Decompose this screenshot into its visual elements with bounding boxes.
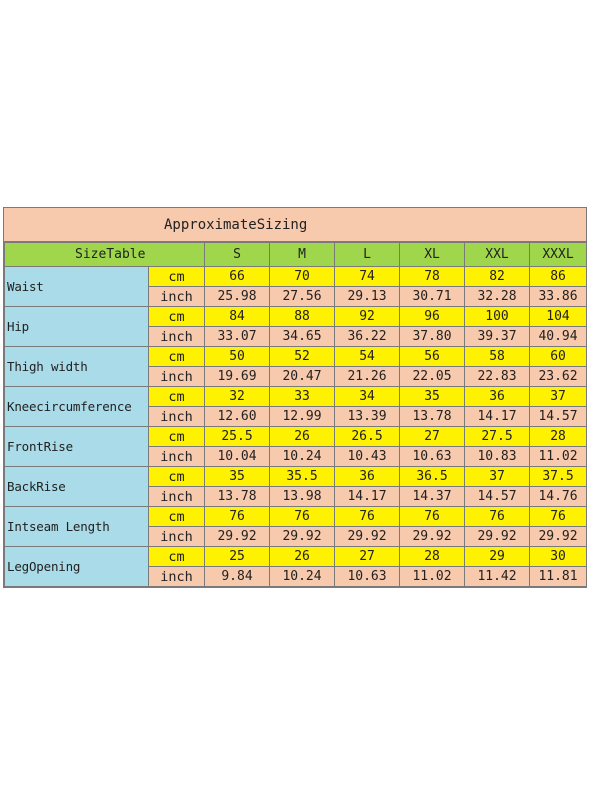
cm-value-cell: 35 — [205, 467, 270, 487]
cm-value-cell: 104 — [530, 307, 587, 327]
inch-value-cell: 34.65 — [270, 327, 335, 347]
cm-value-cell: 76 — [530, 507, 587, 527]
inch-value-cell: 10.63 — [335, 567, 400, 587]
unit-cm-label: cm — [149, 547, 205, 567]
inch-value-cell: 33.07 — [205, 327, 270, 347]
inch-value-cell: 27.56 — [270, 287, 335, 307]
unit-inch-label: inch — [149, 407, 205, 427]
cm-value-cell: 50 — [205, 347, 270, 367]
inch-value-cell: 29.92 — [335, 527, 400, 547]
cm-value-cell: 78 — [400, 267, 465, 287]
cm-value-cell: 26.5 — [335, 427, 400, 447]
inch-value-cell: 9.84 — [205, 567, 270, 587]
cm-value-cell: 74 — [335, 267, 400, 287]
inch-value-cell: 10.04 — [205, 447, 270, 467]
unit-inch-label: inch — [149, 287, 205, 307]
cm-value-cell: 66 — [205, 267, 270, 287]
inch-value-cell: 12.60 — [205, 407, 270, 427]
inch-value-cell: 13.78 — [205, 487, 270, 507]
measurement-label: Kneecircumference — [5, 387, 149, 427]
inch-value-cell: 11.02 — [530, 447, 587, 467]
cm-value-cell: 26 — [270, 427, 335, 447]
cm-value-cell: 32 — [205, 387, 270, 407]
inch-value-cell: 13.78 — [400, 407, 465, 427]
measurement-label: BackRise — [5, 467, 149, 507]
inch-value-cell: 22.83 — [465, 367, 530, 387]
measurement-label: LegOpening — [5, 547, 149, 587]
cm-value-cell: 26 — [270, 547, 335, 567]
inch-value-cell: 13.39 — [335, 407, 400, 427]
inch-value-cell: 12.99 — [270, 407, 335, 427]
unit-inch-label: inch — [149, 487, 205, 507]
unit-inch-label: inch — [149, 527, 205, 547]
cm-value-cell: 70 — [270, 267, 335, 287]
measurement-label: FrontRise — [5, 427, 149, 467]
cm-value-cell: 34 — [335, 387, 400, 407]
chart-title-bar — [4, 208, 586, 242]
inch-value-cell: 40.94 — [530, 327, 587, 347]
header-size: M — [270, 243, 335, 267]
header-size: XXL — [465, 243, 530, 267]
inch-value-cell: 14.57 — [530, 407, 587, 427]
header-size-table-label: SizeTable — [5, 243, 205, 267]
cm-value-cell: 82 — [465, 267, 530, 287]
measurement-cm-row — [5, 267, 587, 287]
inch-value-cell: 10.43 — [335, 447, 400, 467]
cm-value-cell: 84 — [205, 307, 270, 327]
unit-inch-label: inch — [149, 327, 205, 347]
inch-value-cell: 11.81 — [530, 567, 587, 587]
cm-value-cell: 36 — [335, 467, 400, 487]
measurement-cm-row — [5, 467, 587, 487]
measurement-cm-row — [5, 347, 587, 367]
header-row — [5, 243, 587, 267]
inch-value-cell: 29.92 — [270, 527, 335, 547]
inch-value-cell: 30.71 — [400, 287, 465, 307]
cm-value-cell: 37.5 — [530, 467, 587, 487]
inch-value-cell: 10.63 — [400, 447, 465, 467]
unit-inch-label: inch — [149, 367, 205, 387]
inch-value-cell: 10.83 — [465, 447, 530, 467]
cm-value-cell: 56 — [400, 347, 465, 367]
cm-value-cell: 96 — [400, 307, 465, 327]
header-size: XL — [400, 243, 465, 267]
inch-value-cell: 20.47 — [270, 367, 335, 387]
inch-value-cell: 14.17 — [465, 407, 530, 427]
size-chart — [3, 207, 587, 588]
chart-title: ApproximateSizing — [164, 216, 308, 233]
inch-value-cell: 29.92 — [205, 527, 270, 547]
cm-value-cell: 27 — [400, 427, 465, 447]
unit-cm-label: cm — [149, 467, 205, 487]
cm-value-cell: 35.5 — [270, 467, 335, 487]
table-body — [5, 267, 587, 587]
inch-value-cell: 33.86 — [530, 287, 587, 307]
cm-value-cell: 76 — [400, 507, 465, 527]
inch-value-cell: 14.37 — [400, 487, 465, 507]
measurement-cm-row — [5, 507, 587, 527]
inch-value-cell: 32.28 — [465, 287, 530, 307]
cm-value-cell: 28 — [400, 547, 465, 567]
unit-cm-label: cm — [149, 507, 205, 527]
inch-value-cell: 11.02 — [400, 567, 465, 587]
cm-value-cell: 36 — [465, 387, 530, 407]
inch-value-cell: 14.76 — [530, 487, 587, 507]
cm-value-cell: 86 — [530, 267, 587, 287]
cm-value-cell: 27 — [335, 547, 400, 567]
cm-value-cell: 27.5 — [465, 427, 530, 447]
cm-value-cell: 60 — [530, 347, 587, 367]
inch-value-cell: 29.13 — [335, 287, 400, 307]
inch-value-cell: 13.98 — [270, 487, 335, 507]
inch-value-cell: 37.80 — [400, 327, 465, 347]
cm-value-cell: 25 — [205, 547, 270, 567]
inch-value-cell: 14.57 — [465, 487, 530, 507]
header-size: S — [205, 243, 270, 267]
cm-value-cell: 76 — [270, 507, 335, 527]
header-size: XXXL — [530, 243, 587, 267]
unit-inch-label: inch — [149, 447, 205, 467]
header-size: L — [335, 243, 400, 267]
cm-value-cell: 92 — [335, 307, 400, 327]
inch-value-cell: 10.24 — [270, 447, 335, 467]
inch-value-cell: 10.24 — [270, 567, 335, 587]
unit-cm-label: cm — [149, 347, 205, 367]
cm-value-cell: 54 — [335, 347, 400, 367]
size-table — [4, 242, 587, 587]
cm-value-cell: 100 — [465, 307, 530, 327]
inch-value-cell: 14.17 — [335, 487, 400, 507]
measurement-cm-row — [5, 547, 587, 567]
cm-value-cell: 29 — [465, 547, 530, 567]
inch-value-cell: 39.37 — [465, 327, 530, 347]
cm-value-cell: 25.5 — [205, 427, 270, 447]
inch-value-cell: 29.92 — [465, 527, 530, 547]
measurement-cm-row — [5, 307, 587, 327]
unit-cm-label: cm — [149, 387, 205, 407]
inch-value-cell: 11.42 — [465, 567, 530, 587]
measurement-label: Hip — [5, 307, 149, 347]
inch-value-cell: 21.26 — [335, 367, 400, 387]
inch-value-cell: 23.62 — [530, 367, 587, 387]
cm-value-cell: 30 — [530, 547, 587, 567]
cm-value-cell: 37 — [465, 467, 530, 487]
measurement-label: Waist — [5, 267, 149, 307]
cm-value-cell: 88 — [270, 307, 335, 327]
inch-value-cell: 29.92 — [400, 527, 465, 547]
measurement-cm-row — [5, 427, 587, 447]
inch-value-cell: 22.05 — [400, 367, 465, 387]
cm-value-cell: 28 — [530, 427, 587, 447]
inch-value-cell: 29.92 — [530, 527, 587, 547]
unit-inch-label: inch — [149, 567, 205, 587]
measurement-label: Intseam Length — [5, 507, 149, 547]
cm-value-cell: 76 — [465, 507, 530, 527]
cm-value-cell: 35 — [400, 387, 465, 407]
cm-value-cell: 37 — [530, 387, 587, 407]
cm-value-cell: 36.5 — [400, 467, 465, 487]
cm-value-cell: 52 — [270, 347, 335, 367]
inch-value-cell: 36.22 — [335, 327, 400, 347]
cm-value-cell: 33 — [270, 387, 335, 407]
cm-value-cell: 76 — [335, 507, 400, 527]
unit-cm-label: cm — [149, 267, 205, 287]
cm-value-cell: 76 — [205, 507, 270, 527]
measurement-label: Thigh width — [5, 347, 149, 387]
unit-cm-label: cm — [149, 307, 205, 327]
cm-value-cell: 58 — [465, 347, 530, 367]
inch-value-cell: 25.98 — [205, 287, 270, 307]
inch-value-cell: 19.69 — [205, 367, 270, 387]
unit-cm-label: cm — [149, 427, 205, 447]
measurement-cm-row — [5, 387, 587, 407]
